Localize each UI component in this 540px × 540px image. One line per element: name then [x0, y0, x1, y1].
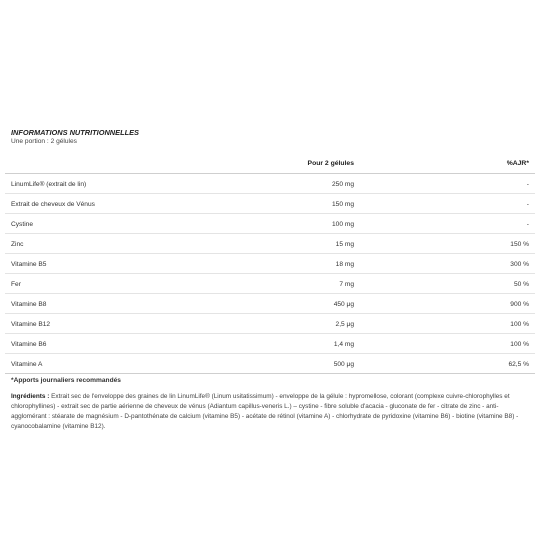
nutrient-amount: 150 mg: [332, 201, 354, 208]
nutrient-ajr: -: [526, 181, 529, 188]
table-row: [5, 234, 535, 254]
nutrient-amount: 1,4 mg: [333, 341, 354, 348]
table-row: [5, 354, 535, 374]
nutrient-ajr: 50 %: [513, 281, 529, 288]
nutrient-name: Vitamine B12: [11, 321, 51, 328]
ingredients-list: Extrait sec de l'enveloppe des graines de lin LinumLife® (Linum usitatissimum) - enveloppe de la gélule : hypromellose, colorant (complexe cuivre-chlorophylles et chlorophyllines) - extrait sec de partie aérienne de cheveux de vénus (Adiantum capillus-veneris L.) – cystine - fibre soluble d'acacia - gluconate de fer - citrate de zinc - anti-agglomérant : stéarate de magnésium - D-pantothénate de calcium (vitamine B5) - acétate de rétinol (vitamine A) - chlorhydrate de pyridoxine (vitamine B6) - biotine (vitamine B8) - cyanocobalamine (vitamine B12).: [11, 393, 519, 430]
nutrient-name: Vitamine B6: [11, 341, 47, 348]
column-header-ajr: %AJR*: [506, 160, 529, 167]
ingredients-text: [11, 392, 526, 432]
nutrient-ajr: 150 %: [510, 241, 529, 248]
nutrient-name: Vitamine A: [11, 361, 43, 368]
table-row: [5, 314, 535, 334]
table-row: [5, 334, 535, 354]
nutrient-ajr: 62,5 %: [508, 361, 529, 368]
nutrition-panel: [5, 120, 535, 432]
nutrition-table-body: [5, 174, 535, 374]
nutrient-ajr: 100 %: [510, 341, 529, 348]
column-header-amount: Pour 2 gélules: [307, 160, 354, 167]
nutrient-ajr: 300 %: [510, 261, 529, 268]
serving-size: Une portion : 2 gélules: [11, 138, 77, 145]
nutrient-name: Extrait de cheveux de Vénus: [11, 201, 95, 208]
table-header: [5, 157, 535, 174]
table-row: [5, 254, 535, 274]
ingredients-label: Ingrédients :: [11, 393, 50, 400]
nutrient-ajr: -: [526, 201, 529, 208]
nutrient-name: LinumLife® (extrait de lin): [11, 181, 87, 188]
nutrient-amount: 7 mg: [339, 281, 354, 288]
nutrient-amount: 2,5 μg: [335, 321, 354, 328]
nutrient-amount: 250 mg: [332, 181, 354, 188]
nutrient-name: Cystine: [11, 221, 33, 228]
table-row: [5, 194, 535, 214]
table-row: [5, 174, 535, 194]
nutrient-name: Vitamine B8: [11, 301, 47, 308]
nutrient-ajr: -: [526, 221, 529, 228]
footnote: *Apports journaliers recommandés: [11, 377, 121, 384]
nutrient-ajr: 100 %: [510, 321, 529, 328]
nutrient-amount: 450 μg: [333, 301, 354, 308]
nutrient-amount: 100 mg: [332, 221, 354, 228]
nutrient-name: Fer: [11, 281, 21, 288]
nutrient-name: Vitamine B5: [11, 261, 47, 268]
nutrient-amount: 18 mg: [335, 261, 354, 268]
panel-title: INFORMATIONS NUTRITIONNELLES: [11, 128, 139, 137]
table-row: [5, 214, 535, 234]
nutrient-name: Zinc: [11, 241, 24, 248]
table-row: [5, 294, 535, 314]
nutrient-amount: 15 mg: [335, 241, 354, 248]
nutrient-amount: 500 μg: [333, 361, 354, 368]
nutrient-ajr: 900 %: [510, 301, 529, 308]
table-row: [5, 274, 535, 294]
